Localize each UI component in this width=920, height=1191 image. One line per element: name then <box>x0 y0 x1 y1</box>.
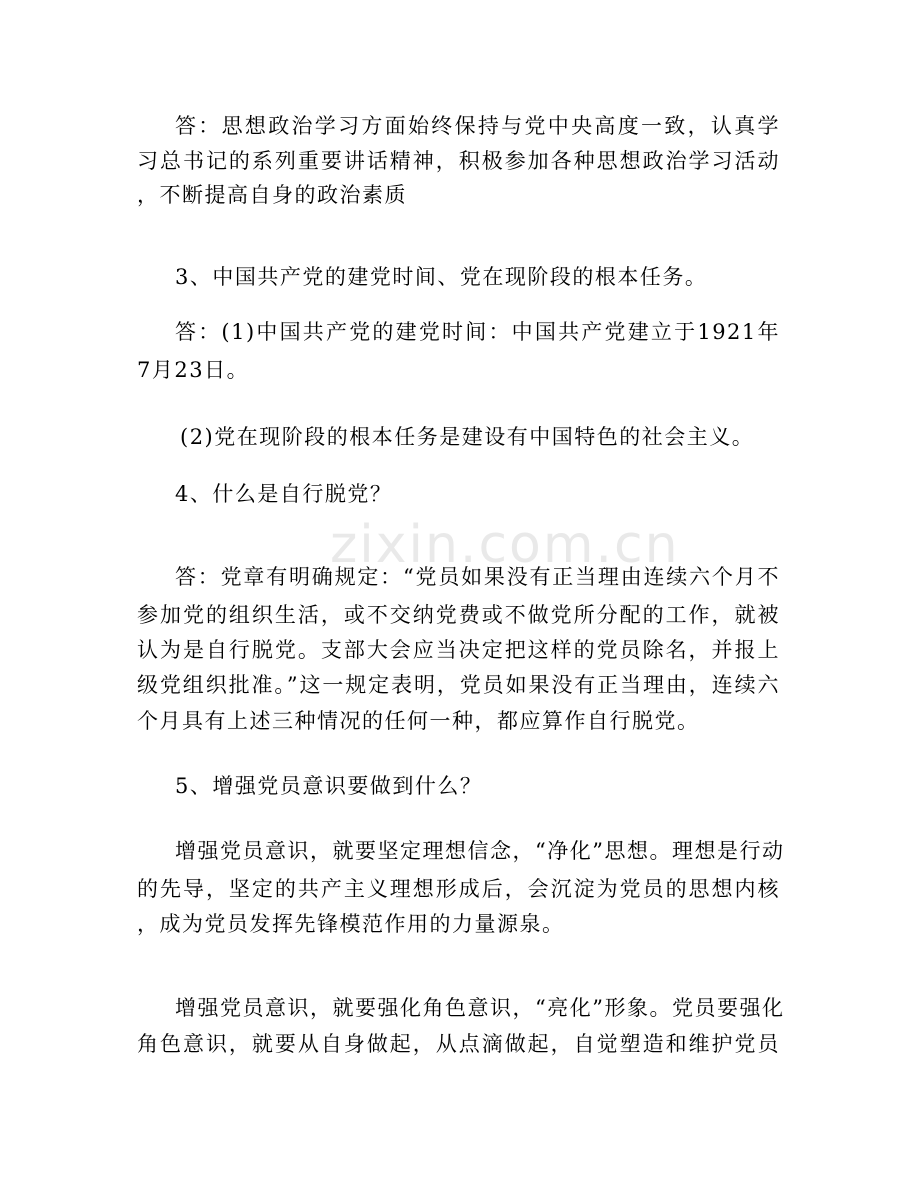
text-line: 3、中国共产党的建党时间、党在现阶段的根本任务。 <box>175 265 708 289</box>
text-line: ，成为党员发挥先锋模范作用的力量源泉。 <box>137 912 565 936</box>
text-line: ，不断提高自身的政治素质 <box>137 183 407 207</box>
text-line: 的先导，坚定的共产主义理想形成后，会沉淀为党员的思想内核 <box>137 877 780 901</box>
text-line: 5、增强党员意识要做到什么？ <box>175 774 483 798</box>
text-line: 增强党员意识，就要坚定理想信念，“净化”思想。理想是行动 <box>175 839 785 863</box>
text-line: 答：思想政治学习方面始终保持与党中央高度一致，认真学 <box>175 114 780 138</box>
text-line: 增强党员意识，就要强化角色意识，“亮化”形象。党员要强化 <box>175 996 785 1020</box>
text-line: 个月具有上述三种情况的任何一种，都应算作自行脱党。 <box>137 709 700 733</box>
text-line: 参加党的组织生活，或不交纳党费或不做党所分配的工作，就被 <box>137 603 780 627</box>
text-line: 答：(1)中国共产党的建党时间：中国共产党建立于1921年 <box>175 320 780 344</box>
text-line: (2)党在现阶段的根本任务是建设有中国特色的社会主义。 <box>180 425 755 449</box>
text-line: 角色意识，就要从自身做起，从点滴做起，自觉塑造和维护党员 <box>137 1032 780 1056</box>
watermark: zixin.com.cn <box>330 515 680 575</box>
text-line: 7月23日。 <box>137 358 250 382</box>
text-line: 4、什么是自行脱党？ <box>175 482 393 506</box>
text-line: 习总书记的系列重要讲话精神，积极参加各种思想政治学习活动 <box>137 149 780 173</box>
text-line: 认为是自行脱党。支部大会应当决定把这样的党员除名，并报上 <box>137 638 780 662</box>
text-line: 答：党章有明确规定：“党员如果没有正当理由连续六个月不 <box>175 565 780 589</box>
text-line: 级党组织批准。”这一规定表明，党员如果没有正当理由，连续六 <box>137 673 780 697</box>
